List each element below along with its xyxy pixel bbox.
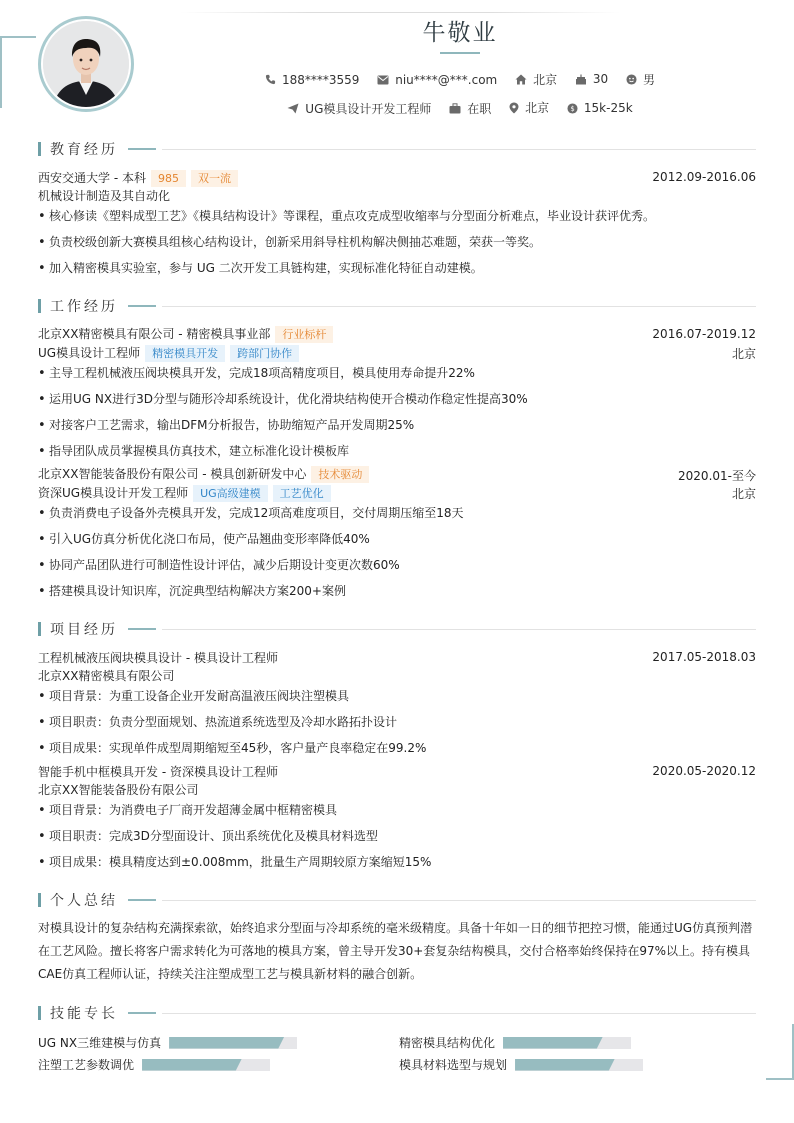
education-major: 机械设计制造及其自动化: [38, 189, 171, 203]
send-icon: [287, 103, 299, 114]
status-value: 在职: [467, 101, 492, 116]
top-divider: [180, 12, 620, 13]
project-period: 2017.05-2018.03: [652, 650, 756, 664]
section-divider: [162, 900, 756, 901]
work-bullet: • 协同产品团队进行可制造性设计评估，减少后期设计变更次数60%: [38, 556, 400, 573]
education-school-line: [38, 169, 238, 187]
job-tag: 精密模具开发: [145, 345, 225, 362]
phone-value: 188****3559: [281, 72, 360, 87]
skill-name: UG NX三维建模与仿真: [38, 1036, 162, 1050]
job-tag: UG高级建模: [193, 485, 268, 502]
education-bullet: • 加入精密模具实验室，参与 UG 二次开发工具链构建，实现标准化特征自动建模。: [38, 259, 483, 276]
gender-value: 男: [643, 73, 656, 87]
work-bullet: • 主导工程机械液压阀块模具开发，完成18项高精度项目，模具使用寿命提升22%: [38, 364, 475, 381]
corner-decoration: [766, 1078, 794, 1080]
name-underline: [440, 52, 480, 54]
project-name: 智能手机中框模具开发 - 资深模具设计工程师: [38, 765, 278, 779]
work-company-line: [38, 465, 369, 483]
section-header-projects: [38, 621, 156, 637]
svg-text:$: $: [570, 104, 575, 113]
status-item: [449, 100, 491, 117]
briefcase-icon: [449, 103, 461, 114]
skill-name: 精密模具结构优化: [399, 1036, 496, 1050]
skill-name: 模具材料选型与规划: [399, 1058, 508, 1072]
project-bullet: • 项目成果：模具精度达到±0.008mm，批量生产周期较原方案缩短15%: [38, 853, 431, 870]
work-title-line: [38, 344, 299, 362]
project-bullet: • 项目背景：为重工设备企业开发耐高温液压阀块注塑模具: [38, 687, 349, 704]
work-period: 2016.07-2019.12: [652, 327, 756, 341]
project-period: 2020.05-2020.12: [652, 764, 756, 778]
gender-icon: [626, 74, 637, 85]
job-tag: 工艺优化: [273, 485, 331, 502]
project-bullet: • 项目背景：为消费电子厂商开发超薄金属中框精密模具: [38, 801, 337, 818]
skill-bar: [169, 1037, 297, 1049]
location-icon: [509, 102, 519, 114]
skill-item: [399, 1034, 631, 1051]
education-bullet: • 核心修读《塑料成型工艺》《模具结构设计》等课程，重点攻克成型收缩率与分型面分析难点，毕业设计获评优秀。: [38, 207, 655, 224]
education-period: 2012.09-2016.06: [652, 170, 756, 184]
home-item: [515, 71, 557, 88]
work-city: 北京: [731, 347, 756, 361]
work-city: 北京: [731, 487, 756, 501]
project-name: 工程机械液压阀块模具设计 - 模具设计工程师: [38, 651, 278, 665]
position-value: UG模具设计开发工程师: [305, 101, 432, 116]
company-name: 北京XX精密模具有限公司 - 精密模具事业部: [38, 327, 271, 341]
school-name: 西安交通大学 - 本科: [38, 171, 146, 185]
skill-bar: [515, 1059, 643, 1071]
work-bullet: • 引入UG仿真分析优化浇口布局，使产品翘曲变形率降低40%: [38, 530, 370, 547]
section-divider: [162, 149, 756, 150]
company-tag: 技术驱动: [311, 466, 369, 483]
job-title: UG模具设计工程师: [38, 346, 141, 360]
work-bullet: • 运用UG NX进行3D分型与随形冷却系统设计，优化滑块结构使开合模动作稳定性提高30%: [38, 390, 528, 407]
salary-value: 15k-25k: [583, 101, 633, 115]
phone-icon: [265, 74, 276, 85]
skill-bar-fill: [503, 1037, 603, 1049]
section-divider: [162, 629, 756, 630]
section-title: 项目经历: [50, 622, 118, 638]
work-bullet: • 对接客户工艺需求，输出DFM分析报告，协助缩短产品开发周期25%: [38, 416, 414, 433]
school-tag: 985: [151, 170, 186, 187]
email-item: [377, 73, 497, 87]
skill-name: 注塑工艺参数调优: [38, 1058, 135, 1072]
section-header-education: [38, 141, 156, 157]
mail-icon: [377, 75, 389, 85]
job-title: 资深UG模具设计开发工程师: [38, 486, 189, 500]
skill-bar-fill: [515, 1059, 615, 1071]
job-tag: 跨部门协作: [230, 345, 299, 362]
salary-item: [567, 101, 633, 115]
education-bullet: • 负责校级创新大赛模具组核心结构设计，创新采用斜导柱机构解决侧抽芯难题，荣获一等奖。: [38, 233, 541, 250]
project-bullet: • 项目成果：实现单件成型周期缩短至45秒，客户量产良率稳定在99.2%: [38, 739, 426, 756]
project-company: 北京XX精密模具有限公司: [38, 669, 175, 683]
job-intent-row: [0, 99, 794, 117]
project-bullet: • 项目职责：完成3D分型面设计、顶出系统优化及模具材料选型: [38, 827, 378, 844]
contact-row: [0, 71, 794, 88]
skill-item: [38, 1034, 297, 1051]
skill-bar: [503, 1037, 631, 1049]
money-icon: [567, 103, 578, 114]
summary-text: 对模具设计的复杂结构充满探索欲，始终追求分型面与冷却系统的毫米级精度。具备十年如一日的细节把控习惯，能通过UG仿真预判潜在工艺风险。擅长将客户需求转化为可落地的模具方案，曾主导开发30+套复杂结构模具，交付合格率始终保持在97%以上。持有模具CAE仿真工程师认证，持续关注注塑成型工艺与模具新材料的融合创新。: [38, 921, 753, 981]
section-header-skills: [38, 1005, 156, 1021]
project-company: 北京XX智能装备股份有限公司: [38, 783, 199, 797]
company-tag: 行业标杆: [275, 326, 333, 343]
target-city-item: [509, 99, 549, 116]
work-bullet: • 搭建模具设计知识库，沉淀典型结构解决方案200+案例: [38, 582, 346, 599]
project-bullet: • 项目职责：负责分型面规划、热流道系统选型及冷却水路拓扑设计: [38, 713, 397, 730]
section-header-work: [38, 298, 156, 314]
age-item: [575, 72, 608, 86]
section-divider: [162, 1013, 756, 1014]
skill-bar-fill: [169, 1037, 284, 1049]
skill-item: [38, 1056, 270, 1073]
school-tag: 双一流: [191, 170, 238, 187]
cake-icon: [575, 73, 587, 85]
work-bullet: • 负责消费电子设备外壳模具开发，完成12项高难度项目，交付周期压缩至18天: [38, 504, 464, 521]
company-name: 北京XX智能装备股份有限公司 - 模具创新研发中心: [38, 467, 307, 481]
phone-item: [265, 73, 359, 87]
work-bullet: • 指导团队成员掌握模具仿真技术，建立标准化设计模板库: [38, 442, 349, 459]
section-header-summary: [38, 892, 156, 908]
section-divider: [162, 306, 756, 307]
candidate-name: 牛敬业: [422, 20, 498, 46]
work-period: 2020.01-至今: [678, 469, 756, 483]
work-company-line: [38, 325, 333, 343]
gender-item: [626, 71, 655, 88]
skill-bar: [142, 1059, 270, 1071]
home-icon: [515, 74, 527, 85]
skill-item: [399, 1056, 643, 1073]
home-city-value: 北京: [533, 73, 558, 87]
section-title: 个人总结: [50, 893, 118, 909]
age-value: 30: [592, 72, 609, 86]
position-item: [287, 100, 431, 117]
skill-bar-fill: [142, 1059, 242, 1071]
email-value: niu****@***.com: [395, 73, 498, 87]
work-title-line: [38, 484, 331, 502]
section-title: 教育经历: [50, 142, 118, 158]
section-title: 工作经历: [50, 299, 118, 315]
target-city-value: 北京: [525, 101, 550, 115]
section-title: 技能专长: [50, 1006, 118, 1022]
